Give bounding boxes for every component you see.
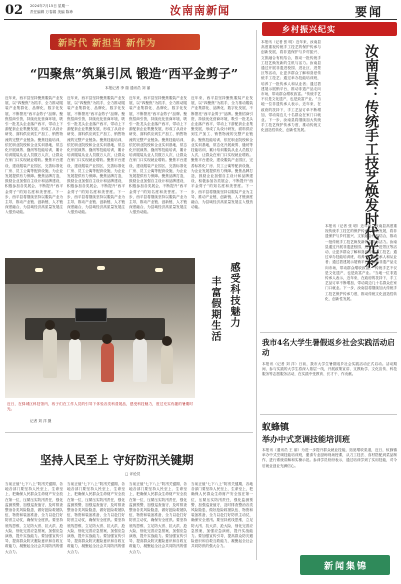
feature-column-label: [262, 22, 397, 36]
photo-title-1: 感受科技魅力: [228, 262, 239, 328]
main-article-col-1: 近年来，西平县坚持聚焦服装产业发展，以“四聚焦”为抓手，全力推动服装产业集群化、品牌化、数字化发展，不断擦亮“西平金剪子”品牌。聚焦招商引资，持续优化营商环境，吸引一批龙头企业落户西平，带动上下游配套企业集聚发展，形成了从设计研发、面料供应到生产加工、销售物流的完整产业链条。聚焦技能培训，依托职业院校和企业实训基地，常态化开展裁剪、缝纫等技能培训，累计培训服装从业人员数万人次，让群众在家门口实现就业增收。聚焦平台建设，建设服装产业园区，完善标准化厂房、员工公寓等配套设施，为企业发展提供有力保障。聚焦品牌打造，鼓励企业加强自主设计和品牌建设，积极参加各类展会，不断提升“西平金剪子”的知名度和美誉度。下一步，西平县将继续坚持以服装产业为主导，推动产业链、创新链、人才链深度融合，为县域经济高质量发展注入强劲动能。: [5, 96, 63, 215]
person-2-head: [70, 330, 80, 340]
photo-caption: 近日，在驿城区科技馆内，孩子们在工作人员的引导下体验各类科普展品，感受科技魅力，度过充实有趣的暑期时光。: [7, 402, 193, 412]
right-separator-2: [260, 414, 397, 415]
exhibit-screen: [75, 308, 107, 322]
issue-info-line1: 2024年7月15日 星期一: [30, 4, 69, 8]
main-article-col-3: 近年来，西平县坚持聚焦服装产业发展，以“四聚焦”为抓手，全力推动服装产业集群化、品牌化、数字化发展，不断擦亮“西平金剪子”品牌。聚焦招商引资，持续优化营商环境，吸引一批龙头企业落户西平，带动上下游配套企业集聚发展，形成了从设计研发、面料供应到生产加工、销售物流的完整产业链条。聚焦技能培训，依托职业院校和企业实训基地，常态化开展裁剪、缝纫等技能培训，累计培训服装从业人员数万人次，让群众在家门口实现就业增收。聚焦平台建设，建设服装产业园区，完善标准化厂房、员工公寓等配套设施，为企业发展提供有力保障。聚焦品牌打造，鼓励企业加强自主设计和品牌建设，积极参加各类展会，不断提升“西平金剪子”的知名度和美誉度。下一步，西平县将继续坚持以服装产业为主导，推动产业链、创新链、人才链深度融合，为县域经济高质量发展注入强劲动能。: [129, 96, 187, 215]
column-separator: [256, 30, 257, 560]
person-5: [161, 344, 173, 384]
brief1-body: 本报讯（记者 刘 洋）日前，我市大学生暑期返乡社会实践活动正式启动。活动期间，参与实践的大学生将深入基层一线，开展政策宣讲、支教助学、文化宣传、科技服务等志愿服务活动，在实践中受教育、长才干、作贡献。: [262, 362, 397, 377]
main-byline: 本报记者 李 瑞 通讯员 刘 丽: [105, 86, 151, 90]
bottom-article-col-2: 当前正值“七下八上”防汛关键期，各地各部门要坚持人民至上、生命至上，把确保人民群众生命财产安全放在第一位，压紧压实防汛责任，强化监测预警，加强巡查值守，及时排查整治各类风险隐患，做好抢险救援队伍、物资和装备准备，全力以赴打好防汛主动仗，确保安全度汛。要坚持底线思维，立足防大汛、抗大洪、抢大险，细化完善应急预案，加强应急演练，提升实战能力。要加强宣传引导，提高群众防灾避险意识和自救互救能力，凝聚起全社会共同防汛的强大合力。: [67, 482, 125, 554]
banner-text: 新时代 新担当 新作为: [58, 39, 157, 49]
feature-headline: 汝南县：传统手工技艺焕发时代光彩: [363, 44, 379, 268]
news-photo: [5, 258, 195, 398]
bottom-article-col-4: 当前正值“七下八上”防汛关键期，各地各部门要坚持人民至上、生命至上，把确保人民群众生命财产安全放在第一位，压紧压实防汛责任，强化监测预警，加强巡查值守，及时排查整治各类风险隐患，做好抢险救援队伍、物资和装备准备，全力以赴打好防汛主动仗，确保安全度汛。要坚持底线思维，立足防大汛、抗大洪、抢大险，细化完善应急预案，加强应急演练，提升实战能力。要加强宣传引导，提高群众防灾避险意识和自救互救能力，凝聚起全社会共同防汛的强大合力。: [191, 482, 253, 549]
bottom-headline: 坚持人民至上 守好防汛关键期: [40, 453, 194, 467]
bottom-article-col-3: 当前正值“七下八上”防汛关键期，各地各部门要坚持人民至上、生命至上，把确保人民群众生命财产安全放在第一位，压紧压实防汛责任，强化监测预警，加强巡查值守，及时排查整治各类风险隐患，做好抢险救援队伍、物资和装备准备，全力以赴打好防汛主动仗，确保安全度汛。要坚持底线思维，立足防大汛、抗大洪、抢大险，细化完善应急预案，加强应急演练，提升实战能力。要加强宣传引导，提高群众防灾避险意识和自救互救能力，凝聚起全社会共同防汛的强大合力。: [129, 482, 187, 554]
light-2: [97, 266, 105, 270]
bottom-separator: [5, 432, 253, 433]
bottom-byline: □ 评论员: [125, 472, 141, 476]
photo-title-2: 丰富假期生活: [209, 276, 220, 342]
main-article-col-4: 近年来，西平县坚持聚焦服装产业发展，以“四聚焦”为抓手，全力推动服装产业集群化、品牌化、数字化发展，不断擦亮“西平金剪子”品牌。聚焦招商引资，持续优化营商环境，吸引一批龙头企业落户西平，带动上下游配套企业集聚发展，形成了从设计研发、面料供应到生产加工、销售物流的完整产业链条。聚焦技能培训，依托职业院校和企业实训基地，常态化开展裁剪、缝纫等技能培训，累计培训服装从业人员数万人次，让群众在家门口实现就业增收。聚焦平台建设，建设服装产业园区，完善标准化厂房、员工公寓等配套设施，为企业发展提供有力保障。聚焦品牌打造，鼓励企业加强自主设计和品牌建设，积极参加各类展会，不断提升“西平金剪子”的知名度和美誉度。下一步，西平县将继续坚持以服装产业为主导，推动产业链、创新链、人才链深度融合，为县域经济高质量发展注入强劲动能。: [191, 96, 253, 210]
feature-body-col-2: 本报讯（记者 张 明）近年来，汝南县高度重视传统手工技艺的保护传承与创新发展，将非遗保护与乡村振兴、文旅融合有机结合，推动一批传统手工技艺焕发新的生机与活力。汝南县通过开展非遗进校园、进社区、进景区等活动，让更多群众了解和喜爱传统手工技艺；通过举办技能培训班，培养了一批传承人和从业者；通过搭建展示展销平台，推动非遗产品走向市场，带动群众增收致富。“传统手艺不仅是文化遗产，也是致富产业。”当地一位非遗传承人表示，近年来，在政府的扶持下，手工艺品订单不断增加，带动周边几十名群众在家门口就业。下一步，汝南县将继续加大传统手工技艺保护传承力度，推动传统文化创造性转化、创新性发展。: [325, 224, 397, 301]
masthead-divider: [4, 19, 397, 20]
news-roundup-text: 新闻集锦: [324, 562, 369, 572]
brief1-headline: 我市4名大学生暑假返乡社会实践活动启动: [262, 338, 395, 357]
person-4-head: [135, 330, 145, 340]
person-1-head: [45, 320, 55, 330]
paper-name-logo: 汝南南新闻: [170, 4, 230, 17]
ceiling: [5, 258, 195, 284]
person-3-head: [102, 334, 112, 344]
brief2-body: 本报讯（通讯员 王 丽）为进一步提升群众就业技能，拓宽增收渠道，近日，蚁蜂镇举办中式烹调技能培训班，邀请专业厨师现场授课，从刀工技法、食材搭配到菜品制作，进行系统讲解和实操示范。参训学员纷纷表示，通过培训学到了实用技能，对今后就业创业充满信心。: [262, 448, 397, 468]
page-number: 02: [5, 3, 24, 18]
person-3: [101, 342, 114, 382]
main-article-col-2: 近年来，西平县坚持聚焦服装产业发展，以“四聚焦”为抓手，全力推动服装产业集群化、品牌化、数字化发展，不断擦亮“西平金剪子”品牌。聚焦招商引资，持续优化营商环境，吸引一批龙头企业落户西平，带动上下游配套企业集聚发展，形成了从设计研发、面料供应到生产加工、销售物流的完整产业链条。聚焦技能培训，依托职业院校和企业实训基地，常态化开展裁剪、缝纫等技能培训，累计培训服装从业人员数万人次，让群众在家门口实现就业增收。聚焦平台建设，建设服装产业园区，完善标准化厂房、员工公寓等配套设施，为企业发展提供有力保障。聚焦品牌打造，鼓励企业加强自主设计和品牌建设，积极参加各类展会，不断提升“西平金剪子”的知名度和美誉度。下一步，西平县将继续坚持以服装产业为主导，推动产业链、创新链、人才链深度融合，为县域经济高质量发展注入强劲动能。: [67, 96, 125, 215]
news-roundup-box: [300, 555, 390, 575]
person-4: [133, 338, 147, 382]
section-title: 要闻: [355, 5, 384, 19]
feature-body-col-1: 本报讯（记者 张 明）近年来，汝南县高度重视传统手工技艺的保护传承与创新发展，将非遗保护与乡村振兴、文旅融合有机结合，推动一批传统手工技艺焕发新的生机与活力。汝南县通过开展非遗进校园、进社区、进景区等活动，让更多群众了解和喜爱传统手工技艺；通过举办技能培训班，培养了一批传承人和从业者；通过搭建展示展销平台，推动非遗产品走向市场，带动群众增收致富。“传统手艺不仅是文化遗产，也是致富产业。”当地一位非遗传承人表示，近年来，在政府的扶持下，手工艺品订单不断增加，带动周边几十名群众在家门口就业。下一步，汝南县将继续加大传统手工技艺保护传承力度，推动传统文化创造性转化、创新性发展。: [261, 40, 321, 133]
light-1: [35, 268, 43, 272]
theme-banner: [50, 34, 200, 50]
main-headline: “四聚焦”筑巢引凤 锻造“西平金剪子”: [30, 66, 239, 81]
person-1: [43, 328, 57, 378]
photo-credit: 记者 刘 洋 摄: [30, 419, 52, 423]
person-2: [69, 338, 81, 380]
column-label-text: 乡村振兴纪实: [282, 24, 336, 34]
person-5-head: [162, 336, 172, 346]
brief2-headline: 蚁蜂镇: [262, 423, 290, 433]
issue-info-line2: 责任编辑 万春娟 美编 陈珍: [30, 10, 73, 14]
brief2-subheadline: 举办中式烹调技能培训班: [262, 434, 350, 444]
right-separator-1: [260, 332, 397, 333]
light-3: [155, 268, 163, 272]
bottom-article-col-1: 当前正值“七下八上”防汛关键期，各地各部门要坚持人民至上、生命至上，把确保人民群众生命财产安全放在第一位，压紧压实防汛责任，强化监测预警，加强巡查值守，及时排查整治各类风险隐患，做好抢险救援队伍、物资和装备准备，全力以赴打好防汛主动仗，确保安全度汛。要坚持底线思维，立足防大汛、抗大洪、抢大险，细化完善应急预案，加强应急演练，提升实战能力。要加强宣传引导，提高群众防灾避险意识和自救互救能力，凝聚起全社会共同防汛的强大合力。: [5, 482, 63, 554]
